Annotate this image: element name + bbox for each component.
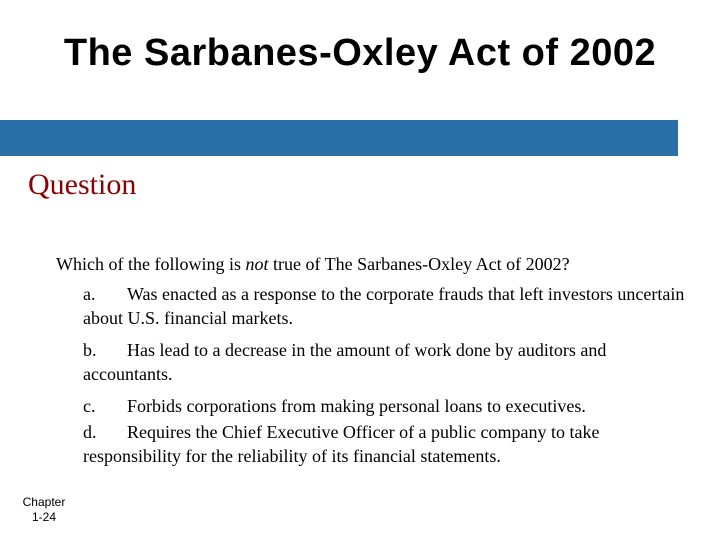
title-bar	[0, 120, 678, 156]
question-emphasis: not	[245, 254, 269, 274]
option-letter: b.	[83, 340, 97, 360]
chapter-label-line1: Chapter	[22, 495, 66, 509]
option-text: Has lead to a decrease in the amount of work done by auditors and accountants.	[83, 340, 607, 384]
answer-options	[83, 282, 693, 476]
chapter-page-number: 1-24	[31, 510, 57, 524]
slide-title: The Sarbanes-Oxley Act of 2002	[63, 32, 657, 74]
option-letter: d.	[83, 422, 97, 442]
option-d	[83, 420, 693, 468]
option-text: Requires the Chief Executive Officer of a public company to take responsibility for the reliability of its financial statements.	[83, 422, 600, 466]
option-b	[83, 338, 693, 386]
chapter-label	[18, 495, 70, 525]
question-text	[56, 252, 696, 276]
option-letter: c.	[83, 396, 96, 416]
question-before: Which of the following is	[56, 254, 246, 274]
option-c	[83, 394, 693, 418]
option-a	[83, 282, 693, 330]
option-letter: a.	[83, 284, 96, 304]
section-heading: Question	[28, 168, 137, 201]
option-text: Forbids corporations from making personal loans to executives.	[127, 396, 586, 416]
question-after: true of The Sarbanes-Oxley Act of 2002?	[268, 254, 570, 274]
option-text: Was enacted as a response to the corporate frauds that left investors uncertain about U.S. financial markets.	[83, 284, 685, 328]
